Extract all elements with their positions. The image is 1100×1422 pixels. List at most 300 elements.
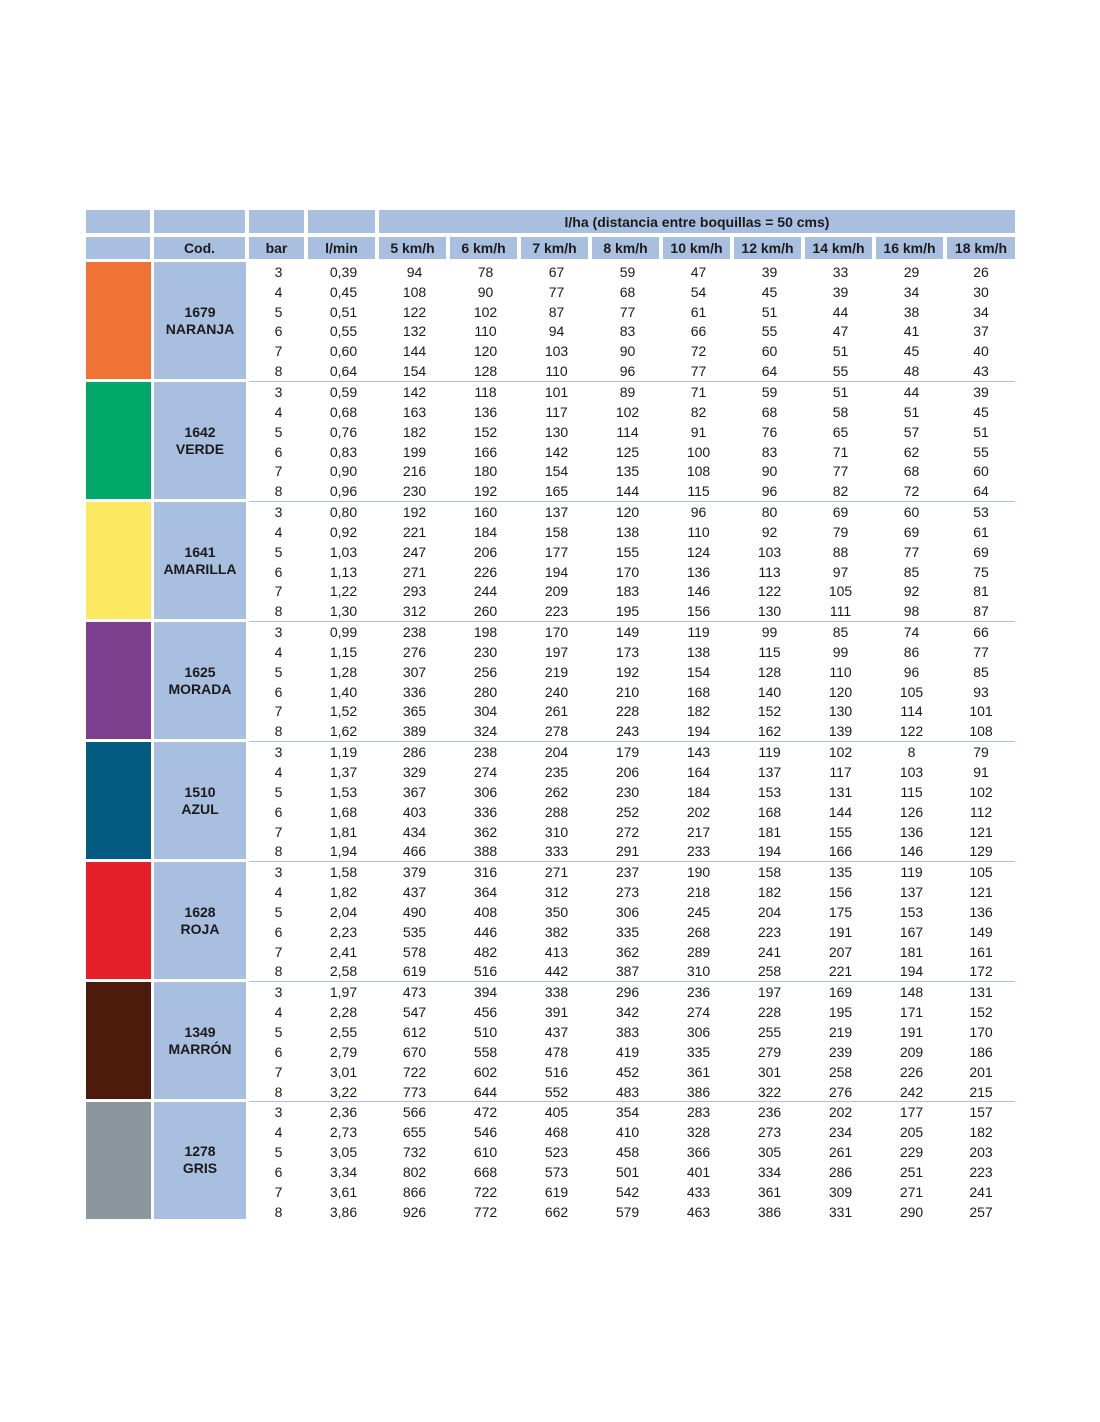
lha-cell: 138 bbox=[615, 523, 640, 540]
lha-cell: 103 bbox=[757, 543, 782, 560]
lha-cell: 350 bbox=[544, 903, 569, 920]
lha-cell: 289 bbox=[686, 943, 711, 960]
lha-cell: 149 bbox=[615, 624, 640, 641]
lmin-cell: 0,55 bbox=[329, 323, 358, 340]
lha-cell: 619 bbox=[544, 1183, 569, 1200]
lha-cell: 77 bbox=[619, 303, 636, 320]
lha-cell: 273 bbox=[615, 884, 640, 901]
bar-cell: 5 bbox=[274, 303, 283, 320]
header-speed-12: 12 km/h bbox=[734, 233, 805, 262]
lha-cell: 131 bbox=[828, 783, 853, 800]
header-speed-14: 14 km/h bbox=[805, 233, 876, 262]
lha-cell: 286 bbox=[828, 1163, 853, 1180]
lha-cell: 163 bbox=[402, 403, 427, 420]
nozzle-color-name: ROJA bbox=[180, 920, 220, 937]
lha-cell: 366 bbox=[686, 1144, 711, 1161]
lha-cell: 124 bbox=[686, 543, 711, 560]
header-blank-lmin bbox=[308, 210, 379, 233]
lha-cell: 110 bbox=[474, 323, 497, 340]
lha-cell: 483 bbox=[592, 1082, 663, 1103]
lha-cell: 144 bbox=[828, 803, 853, 820]
lha-cell: 65 bbox=[832, 423, 849, 440]
lha-cell: 92 bbox=[761, 523, 778, 540]
lha-cell: 312 bbox=[544, 884, 569, 901]
nozzle-code: 1349 bbox=[184, 1023, 216, 1040]
lha-cell: 136 bbox=[473, 403, 498, 420]
lha-cell: 204 bbox=[757, 903, 782, 920]
header-lmin: l/min bbox=[308, 233, 379, 262]
lha-cell: 206 bbox=[615, 764, 640, 781]
lha-cell: 171 bbox=[899, 1004, 924, 1021]
lha-cell: 458 bbox=[615, 1144, 640, 1161]
lha-cell: 386 bbox=[757, 1203, 782, 1220]
lha-cell: 334 bbox=[757, 1163, 782, 1180]
lha-cell: 45 bbox=[903, 343, 920, 360]
lha-cell: 473 bbox=[402, 984, 427, 1001]
bar-cell: 4 bbox=[274, 1124, 283, 1141]
lha-cell: 33 bbox=[832, 263, 849, 280]
lmin-cell: 1,22 bbox=[329, 583, 358, 600]
lha-cell: 236 bbox=[686, 984, 711, 1001]
color-swatch bbox=[86, 502, 154, 622]
lha-cell: 237 bbox=[615, 864, 640, 881]
lha-cell: 466 bbox=[379, 841, 450, 862]
lha-cell: 290 bbox=[899, 1203, 924, 1220]
bar-cell: 3 bbox=[274, 864, 283, 881]
bar-cell: 7 bbox=[274, 703, 283, 720]
lha-cell: 67 bbox=[548, 263, 565, 280]
lha-cell: 226 bbox=[473, 563, 498, 580]
lha-cell: 72 bbox=[876, 481, 947, 502]
bar-cell: 8 bbox=[274, 1203, 283, 1220]
lha-cell: 662 bbox=[544, 1203, 569, 1220]
lha-cell: 335 bbox=[615, 923, 640, 940]
lha-cell: 74 bbox=[903, 624, 920, 641]
lha-cell: 114 bbox=[616, 423, 639, 440]
lha-cell: 306 bbox=[473, 783, 498, 800]
lha-cell: 146 bbox=[686, 583, 711, 600]
lha-cell: 115 bbox=[663, 481, 734, 502]
lmin-cell: 0,64 bbox=[308, 361, 379, 382]
lmin-cell: 1,94 bbox=[308, 841, 379, 862]
header-span-lha: l/ha (distancia entre boquillas = 50 cms) bbox=[379, 210, 1015, 233]
lha-cell: 66 bbox=[973, 624, 989, 641]
lha-cell: 154 bbox=[686, 663, 711, 680]
lha-cell: 168 bbox=[686, 683, 711, 700]
lmin-cell: 3,86 bbox=[329, 1203, 358, 1220]
lha-cell: 51 bbox=[903, 403, 920, 420]
lha-cell: 132 bbox=[402, 323, 427, 340]
lha-cell: 361 bbox=[686, 1063, 711, 1080]
lha-cell: 89 bbox=[619, 383, 636, 400]
lha-cell: 26 bbox=[973, 263, 989, 280]
lha-cell: 219 bbox=[828, 1023, 853, 1040]
lmin-cell: 1,52 bbox=[329, 703, 358, 720]
lha-cell: 152 bbox=[969, 1004, 993, 1021]
lha-cell: 156 bbox=[828, 884, 853, 901]
lha-cell: 382 bbox=[544, 923, 569, 940]
lha-cell: 166 bbox=[473, 443, 498, 460]
lha-cell: 226 bbox=[899, 1063, 924, 1080]
lha-cell: 229 bbox=[899, 1144, 924, 1161]
lha-cell: 452 bbox=[615, 1063, 640, 1080]
lha-cell: 244 bbox=[473, 583, 498, 600]
bar-cell: 5 bbox=[274, 903, 283, 920]
lha-cell: 149 bbox=[969, 923, 993, 940]
lha-cell: 183 bbox=[615, 583, 640, 600]
lmin-cell: 2,58 bbox=[308, 962, 379, 983]
lmin-cell: 1,53 bbox=[329, 783, 358, 800]
lha-cell: 93 bbox=[973, 683, 989, 700]
lha-cell: 34 bbox=[973, 303, 989, 320]
lha-cell: 51 bbox=[761, 303, 778, 320]
lha-cell: 115 bbox=[758, 643, 781, 660]
lmin-cell: 2,73 bbox=[329, 1124, 358, 1141]
lmin-cell: 3,61 bbox=[329, 1183, 358, 1200]
lha-cell: 354 bbox=[615, 1104, 640, 1121]
lha-cell: 195 bbox=[828, 1004, 853, 1021]
lha-cell: 230 bbox=[615, 783, 640, 800]
lha-cell: 88 bbox=[832, 543, 849, 560]
lha-cell: 87 bbox=[548, 303, 565, 320]
lha-cell: 866 bbox=[402, 1183, 427, 1200]
header-row-columns bbox=[86, 233, 1015, 262]
lha-cell: 262 bbox=[544, 783, 569, 800]
lha-cell: 230 bbox=[473, 643, 498, 660]
lha-cell: 223 bbox=[757, 923, 782, 940]
nozzle-code-cell bbox=[154, 382, 249, 502]
lmin-cell: 1,58 bbox=[329, 864, 358, 881]
bar-cell: 4 bbox=[274, 884, 283, 901]
nozzle-code-cell bbox=[154, 502, 249, 622]
color-swatch bbox=[86, 622, 154, 742]
lha-cell: 99 bbox=[832, 643, 849, 660]
lha-cell: 153 bbox=[899, 903, 924, 920]
lha-cell: 490 bbox=[402, 903, 427, 920]
lha-cell: 306 bbox=[615, 903, 640, 920]
lha-cell: 239 bbox=[828, 1043, 853, 1060]
lha-cell: 272 bbox=[615, 823, 640, 840]
lha-cell: 245 bbox=[686, 903, 711, 920]
lha-cell: 184 bbox=[686, 783, 711, 800]
lha-cell: 610 bbox=[473, 1144, 498, 1161]
lha-cell: 192 bbox=[402, 504, 427, 521]
lha-cell: 59 bbox=[761, 383, 778, 400]
lmin-cell: 2,04 bbox=[329, 903, 358, 920]
lha-cell: 117 bbox=[829, 764, 852, 781]
lha-cell: 103 bbox=[899, 764, 924, 781]
lha-cell: 101 bbox=[544, 383, 569, 400]
lha-cell: 128 bbox=[450, 361, 521, 382]
lha-cell: 802 bbox=[402, 1163, 427, 1180]
lha-cell: 260 bbox=[450, 601, 521, 622]
color-swatch bbox=[86, 982, 154, 1102]
lha-cell: 162 bbox=[734, 721, 805, 742]
lha-cell: 155 bbox=[615, 543, 640, 560]
lha-cell: 64 bbox=[734, 361, 805, 382]
lha-cell: 205 bbox=[899, 1124, 924, 1141]
lha-cell: 238 bbox=[402, 624, 427, 641]
lha-cell: 122 bbox=[876, 721, 947, 742]
lha-cell: 732 bbox=[402, 1144, 427, 1161]
lha-cell: 158 bbox=[544, 523, 569, 540]
lha-cell: 291 bbox=[592, 841, 663, 862]
lha-cell: 112 bbox=[969, 803, 993, 820]
lha-cell: 306 bbox=[686, 1023, 711, 1040]
header-blank-code bbox=[154, 210, 249, 233]
lmin-cell: 0,39 bbox=[329, 263, 358, 280]
lha-cell: 273 bbox=[757, 1124, 782, 1141]
nozzle-code: 1642 bbox=[184, 423, 216, 440]
lha-cell: 75 bbox=[973, 563, 989, 580]
lha-cell: 261 bbox=[828, 1144, 853, 1161]
bar-cell: 8 bbox=[249, 962, 308, 983]
lha-cell: 221 bbox=[805, 962, 876, 983]
lha-cell: 170 bbox=[615, 563, 640, 580]
lha-cell: 78 bbox=[477, 263, 494, 280]
lha-cell: 215 bbox=[947, 1082, 1015, 1103]
lha-cell: 362 bbox=[473, 823, 498, 840]
lha-cell: 190 bbox=[686, 864, 711, 881]
lha-cell: 177 bbox=[899, 1104, 924, 1121]
lha-cell: 111 bbox=[805, 601, 876, 622]
bar-cell: 7 bbox=[274, 823, 283, 840]
lha-cell: 77 bbox=[832, 463, 849, 480]
lmin-cell: 1,37 bbox=[329, 764, 358, 781]
bar-cell: 3 bbox=[274, 1104, 283, 1121]
lha-cell: 115 bbox=[900, 783, 923, 800]
lmin-cell: 1,68 bbox=[329, 803, 358, 820]
color-swatch bbox=[86, 382, 154, 502]
lha-cell: 243 bbox=[592, 721, 663, 742]
lmin-cell: 1,13 bbox=[329, 563, 358, 580]
lha-cell: 186 bbox=[969, 1043, 993, 1060]
bar-cell: 8 bbox=[249, 1082, 308, 1103]
lha-cell: 552 bbox=[521, 1082, 592, 1103]
lmin-cell: 0,99 bbox=[329, 624, 358, 641]
lha-cell: 283 bbox=[686, 1104, 711, 1121]
lha-cell: 387 bbox=[592, 962, 663, 983]
bar-cell: 3 bbox=[274, 263, 283, 280]
lmin-cell: 3,34 bbox=[329, 1163, 358, 1180]
lha-cell: 547 bbox=[402, 1004, 427, 1021]
lha-cell: 55 bbox=[973, 443, 989, 460]
lha-cell: 181 bbox=[899, 943, 924, 960]
header-speed-6: 6 km/h bbox=[450, 233, 521, 262]
bar-cell: 7 bbox=[274, 463, 283, 480]
lha-cell: 51 bbox=[832, 383, 849, 400]
lha-cell: 44 bbox=[903, 383, 920, 400]
lha-cell: 182 bbox=[686, 703, 711, 720]
lha-cell: 43 bbox=[947, 361, 1015, 382]
lmin-cell: 2,79 bbox=[329, 1043, 358, 1060]
nozzle-code: 1278 bbox=[184, 1143, 216, 1160]
lha-cell: 301 bbox=[757, 1063, 782, 1080]
bar-cell: 5 bbox=[274, 543, 283, 560]
lha-cell: 60 bbox=[761, 343, 778, 360]
lha-cell: 135 bbox=[615, 463, 640, 480]
lha-cell: 271 bbox=[402, 563, 427, 580]
lha-cell: 76 bbox=[761, 423, 778, 440]
lmin-cell: 2,36 bbox=[329, 1104, 358, 1121]
lha-cell: 77 bbox=[548, 283, 565, 300]
lha-cell: 199 bbox=[402, 443, 427, 460]
lha-cell: 169 bbox=[828, 984, 853, 1001]
lmin-cell: 2,41 bbox=[329, 943, 358, 960]
lha-cell: 164 bbox=[686, 764, 711, 781]
table-row bbox=[86, 262, 1015, 282]
lha-cell: 117 bbox=[545, 403, 568, 420]
lha-cell: 156 bbox=[663, 601, 734, 622]
lha-cell: 118 bbox=[474, 383, 497, 400]
lha-cell: 68 bbox=[761, 403, 778, 420]
lha-cell: 37 bbox=[973, 323, 989, 340]
bar-cell: 4 bbox=[274, 1004, 283, 1021]
lha-cell: 108 bbox=[686, 463, 711, 480]
lha-cell: 361 bbox=[757, 1183, 782, 1200]
nozzle-code-cell bbox=[154, 262, 249, 382]
lha-cell: 113 bbox=[758, 563, 781, 580]
lha-cell: 101 bbox=[969, 703, 993, 720]
lha-cell: 241 bbox=[757, 943, 782, 960]
bar-cell: 6 bbox=[274, 683, 283, 700]
lha-cell: 121 bbox=[969, 823, 993, 840]
lha-cell: 437 bbox=[544, 1023, 569, 1040]
lha-cell: 137 bbox=[899, 884, 924, 901]
lha-cell: 182 bbox=[402, 423, 427, 440]
lha-cell: 238 bbox=[473, 744, 498, 761]
lha-cell: 98 bbox=[876, 601, 947, 622]
lha-cell: 408 bbox=[473, 903, 498, 920]
lha-cell: 258 bbox=[828, 1063, 853, 1080]
lha-cell: 257 bbox=[969, 1203, 993, 1220]
lha-cell: 60 bbox=[903, 504, 920, 521]
lha-cell: 85 bbox=[832, 624, 849, 641]
lha-cell: 66 bbox=[690, 323, 707, 340]
nozzle-code-cell bbox=[154, 982, 249, 1102]
lha-cell: 142 bbox=[402, 383, 427, 400]
nozzle-color-name: AZUL bbox=[181, 800, 219, 817]
header-blank-swatch-2 bbox=[86, 233, 154, 262]
lha-cell: 233 bbox=[663, 841, 734, 862]
lha-cell: 45 bbox=[761, 283, 778, 300]
bar-cell: 8 bbox=[249, 601, 308, 622]
lha-cell: 143 bbox=[686, 744, 711, 761]
lha-cell: 655 bbox=[402, 1124, 427, 1141]
lmin-cell: 1,15 bbox=[329, 643, 358, 660]
lha-cell: 77 bbox=[903, 543, 920, 560]
lha-cell: 128 bbox=[757, 663, 782, 680]
lha-cell: 121 bbox=[969, 884, 993, 901]
lha-cell: 125 bbox=[615, 443, 640, 460]
lha-cell: 136 bbox=[899, 823, 924, 840]
lha-cell: 293 bbox=[402, 583, 427, 600]
lha-cell: 91 bbox=[690, 423, 707, 440]
lha-cell: 152 bbox=[473, 423, 498, 440]
lha-cell: 55 bbox=[805, 361, 876, 382]
lha-cell: 44 bbox=[832, 303, 849, 320]
table-row bbox=[86, 742, 1015, 762]
lha-cell: 296 bbox=[615, 984, 640, 1001]
lha-cell: 216 bbox=[402, 463, 427, 480]
lha-cell: 153 bbox=[757, 783, 782, 800]
header-speed-5: 5 km/h bbox=[379, 233, 450, 262]
lha-cell: 180 bbox=[473, 463, 498, 480]
lha-cell: 103 bbox=[544, 343, 569, 360]
lha-cell: 94 bbox=[548, 323, 565, 340]
lha-cell: 333 bbox=[521, 841, 592, 862]
lha-cell: 309 bbox=[828, 1183, 853, 1200]
lha-cell: 394 bbox=[473, 984, 498, 1001]
lha-cell: 203 bbox=[969, 1144, 993, 1161]
lha-cell: 79 bbox=[973, 744, 989, 761]
lmin-cell: 3,22 bbox=[308, 1082, 379, 1103]
lha-cell: 136 bbox=[969, 903, 993, 920]
header-bar: bar bbox=[249, 233, 308, 262]
lha-cell: 201 bbox=[969, 1063, 993, 1080]
bar-cell: 6 bbox=[274, 803, 283, 820]
nozzle-code: 1679 bbox=[184, 303, 216, 320]
lha-cell: 136 bbox=[686, 563, 711, 580]
lha-cell: 228 bbox=[615, 703, 640, 720]
lha-cell: 322 bbox=[734, 1082, 805, 1103]
bar-cell: 7 bbox=[274, 343, 283, 360]
lha-cell: 51 bbox=[973, 423, 989, 440]
lha-cell: 48 bbox=[876, 361, 947, 382]
lmin-cell: 1,62 bbox=[308, 721, 379, 742]
lha-cell: 77 bbox=[973, 643, 989, 660]
lha-cell: 173 bbox=[615, 643, 640, 660]
lha-cell: 329 bbox=[402, 764, 427, 781]
lha-cell: 181 bbox=[757, 823, 782, 840]
lha-cell: 77 bbox=[663, 361, 734, 382]
lha-cell: 182 bbox=[969, 1124, 993, 1141]
lha-cell: 68 bbox=[619, 283, 636, 300]
nozzle-code-cell bbox=[154, 862, 249, 982]
nozzle-color-name: MARRÓN bbox=[168, 1040, 232, 1057]
lha-cell: 160 bbox=[473, 504, 498, 521]
header-speed-18: 18 km/h bbox=[947, 233, 1015, 262]
lha-cell: 335 bbox=[686, 1043, 711, 1060]
lha-cell: 47 bbox=[690, 263, 707, 280]
bar-cell: 4 bbox=[274, 764, 283, 781]
lha-cell: 501 bbox=[615, 1163, 640, 1180]
lha-cell: 152 bbox=[757, 703, 782, 720]
lha-cell: 71 bbox=[690, 383, 707, 400]
lha-cell: 172 bbox=[947, 962, 1015, 983]
lha-cell: 110 bbox=[521, 361, 592, 382]
lha-cell: 566 bbox=[402, 1104, 427, 1121]
lha-cell: 772 bbox=[473, 1203, 498, 1220]
bar-cell: 6 bbox=[274, 1163, 283, 1180]
lha-cell: 119 bbox=[900, 864, 923, 881]
lha-cell: 401 bbox=[686, 1163, 711, 1180]
lha-cell: 217 bbox=[686, 823, 711, 840]
nozzle-color-name: GRIS bbox=[182, 1160, 218, 1177]
nozzle-code: 1641 bbox=[184, 543, 216, 560]
lha-cell: 463 bbox=[686, 1203, 711, 1220]
lha-cell: 210 bbox=[615, 683, 640, 700]
lha-cell: 161 bbox=[969, 943, 993, 960]
lha-cell: 79 bbox=[832, 523, 849, 540]
lha-cell: 276 bbox=[805, 1082, 876, 1103]
lha-cell: 69 bbox=[903, 523, 920, 540]
color-swatch bbox=[86, 1102, 154, 1221]
lha-cell: 53 bbox=[973, 504, 989, 521]
lmin-cell: 1,19 bbox=[329, 744, 358, 761]
table-row bbox=[86, 502, 1015, 522]
lha-cell: 255 bbox=[757, 1023, 782, 1040]
